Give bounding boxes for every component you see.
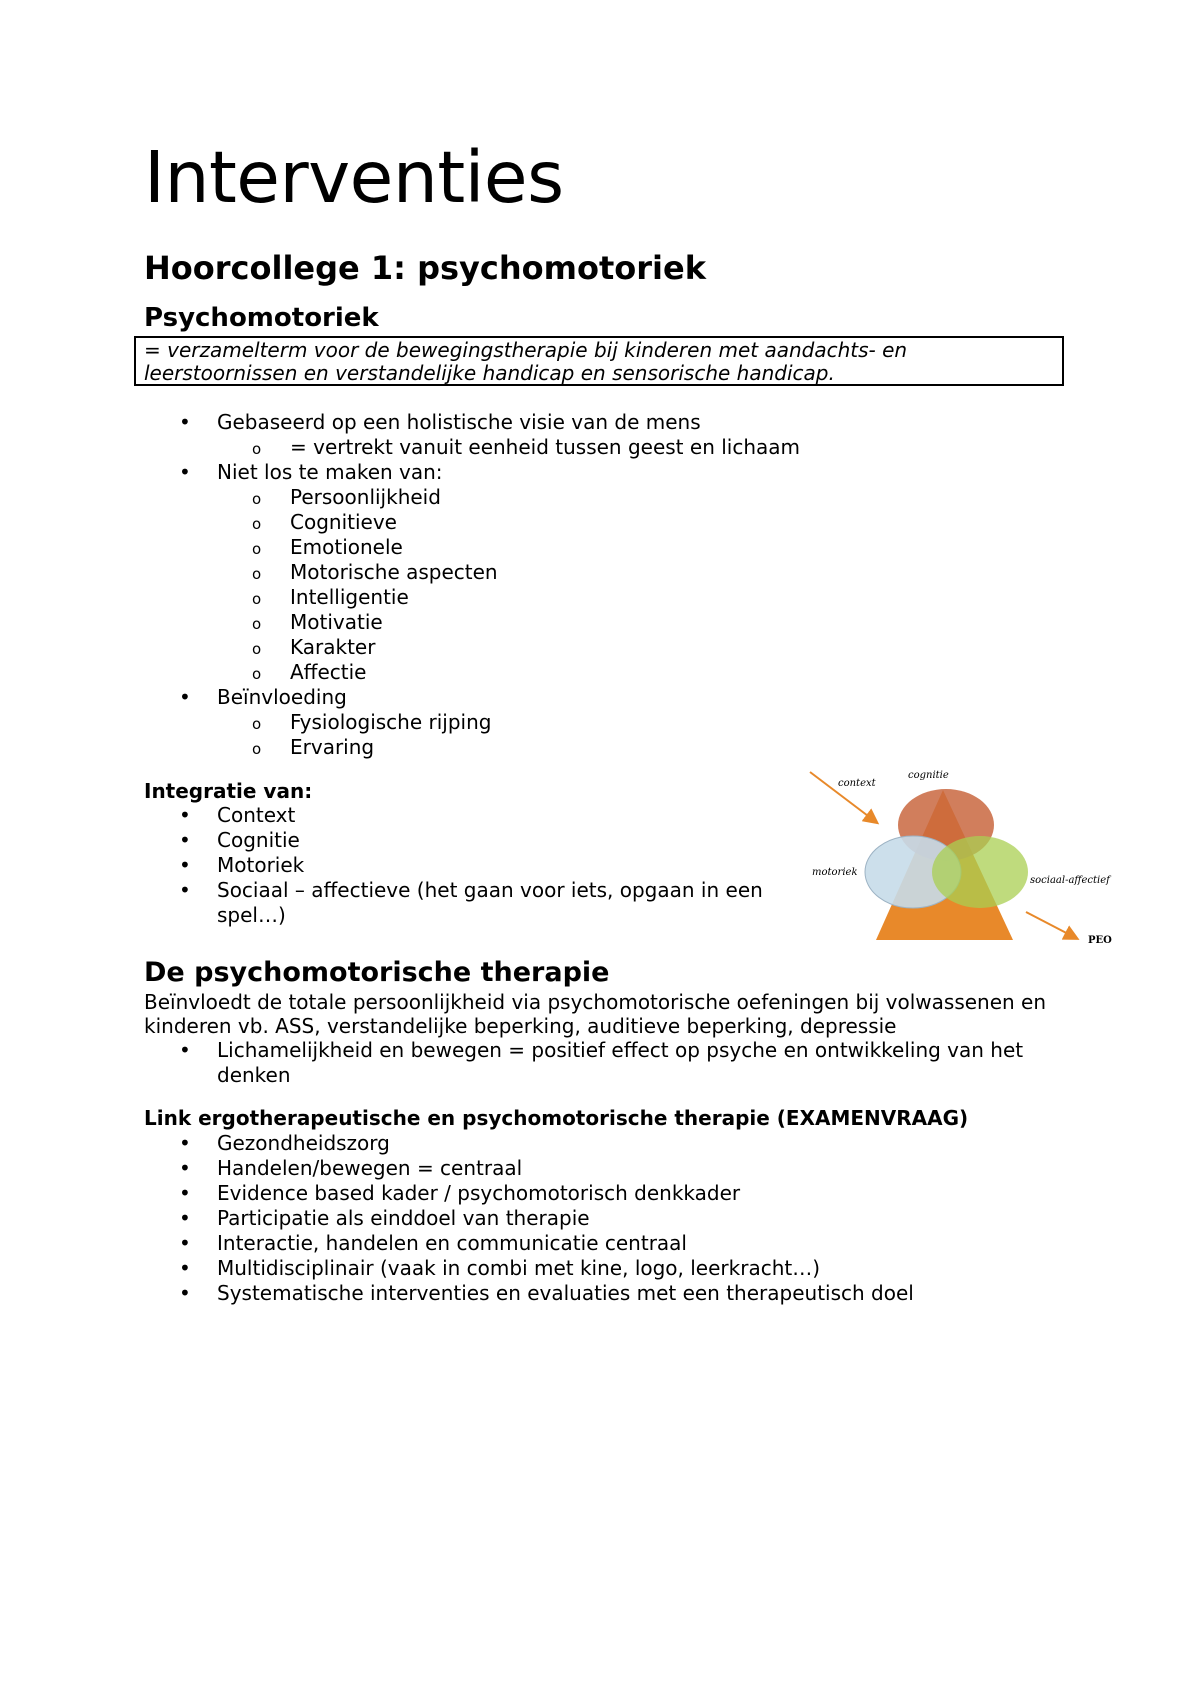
sub-list-item: o Affectie bbox=[217, 660, 1044, 685]
link-heading: Link ergotherapeutische en psychomotorische therapie (EXAMENVRAAG) bbox=[144, 1106, 969, 1130]
section-heading-psychomotoriek: Psychomotoriek bbox=[144, 303, 379, 333]
list-item: • Context bbox=[144, 803, 784, 828]
sub-list-item: o Fysiologische rijping bbox=[217, 710, 1044, 735]
sub-list-item: o Motorische aspecten bbox=[217, 560, 1044, 585]
sub-list-item: o Karakter bbox=[217, 635, 1044, 660]
peo-diagram bbox=[808, 770, 1128, 945]
sub-list-item: o Persoonlijkheid bbox=[217, 485, 1044, 510]
link-list bbox=[144, 1131, 1044, 1306]
sub-list-item: o Motivatie bbox=[217, 610, 1044, 635]
list-item: • Participatie als einddoel van therapie bbox=[144, 1206, 1044, 1231]
definition-line: = verzamelterm voor de bewegingstherapie bij kinderen met aandachts- en bbox=[144, 338, 908, 362]
list-item: • Motoriek bbox=[144, 853, 784, 878]
sub-list-item: o Intelligentie bbox=[217, 585, 1044, 610]
integratie-heading: Integratie van: bbox=[144, 779, 313, 803]
therapie-list bbox=[144, 1038, 1044, 1088]
sub-list-item: o Ervaring bbox=[217, 735, 1044, 760]
list-item: • Interactie, handelen en communicatie centraal bbox=[144, 1231, 1044, 1256]
list-item: • Gezondheidszorg bbox=[144, 1131, 1044, 1156]
label-sociaal: sociaal-affectief bbox=[1030, 875, 1110, 886]
list-item: • Evidence based kader / psychomotorisch denkkader bbox=[144, 1181, 1044, 1206]
document-title: Interventies bbox=[144, 136, 564, 219]
therapie-paragraph: Beïnvloedt de totale persoonlijkheid via psychomotorische oefeningen bij volwassenen en kinderen vb. ASS, verstandelijke beperking, auditieve beperking, depressie bbox=[144, 990, 1047, 1038]
sub-list-item: o = vertrekt vanuit eenheid tussen geest en lichaam bbox=[217, 435, 1044, 460]
sub-list-item: o Emotionele bbox=[217, 535, 1044, 560]
list-item: • Lichamelijkheid en bewegen = positief effect op psyche en ontwikkeling van het denken bbox=[144, 1038, 1044, 1088]
label-cognitie: cognitie bbox=[908, 770, 949, 781]
integratie-list bbox=[144, 803, 784, 928]
list-item: • Niet los te maken van: o Persoonlijkheid o Cognitieve o Emotionele o Motorische aspecten o Intelligentie o Motivatie o Karakter o Affectie bbox=[144, 460, 1044, 685]
sociaal-circle bbox=[932, 836, 1028, 908]
label-motoriek: motoriek bbox=[812, 867, 858, 878]
list-item: • Multidisciplinair (vaak in combi met kine, logo, leerkracht…) bbox=[144, 1256, 1044, 1281]
sub-list bbox=[217, 710, 1044, 760]
sub-list bbox=[217, 435, 1044, 460]
definition-box bbox=[134, 336, 1064, 386]
list-item: • Sociaal – affectieve (het gaan voor iets, opgaan in een spel…) bbox=[144, 878, 784, 928]
definition-line: leerstoornissen en verstandelijke handicap en sensorische handicap. bbox=[144, 361, 835, 385]
list-item: • Beïnvloeding o Fysiologische rijping o Ervaring bbox=[144, 685, 1044, 760]
label-context: context bbox=[838, 778, 876, 789]
label-peo: PEO bbox=[1088, 935, 1112, 945]
lecture-heading: Hoorcollege 1: psychomotoriek bbox=[144, 249, 706, 287]
peo-arrow bbox=[1026, 912, 1076, 938]
sub-list-item: o Cognitieve bbox=[217, 510, 1044, 535]
sub-list bbox=[217, 485, 1044, 685]
list-item: • Systematische interventies en evaluaties met een therapeutisch doel bbox=[144, 1281, 1044, 1306]
list-item: • Cognitie bbox=[144, 828, 784, 853]
list-item: • Gebaseerd op een holistische visie van de mens o = vertrekt vanuit eenheid tussen geest en lichaam bbox=[144, 410, 1044, 460]
psychomotoriek-list bbox=[144, 410, 1044, 760]
list-item: • Handelen/bewegen = centraal bbox=[144, 1156, 1044, 1181]
section-heading-therapie: De psychomotorische therapie bbox=[144, 957, 610, 988]
